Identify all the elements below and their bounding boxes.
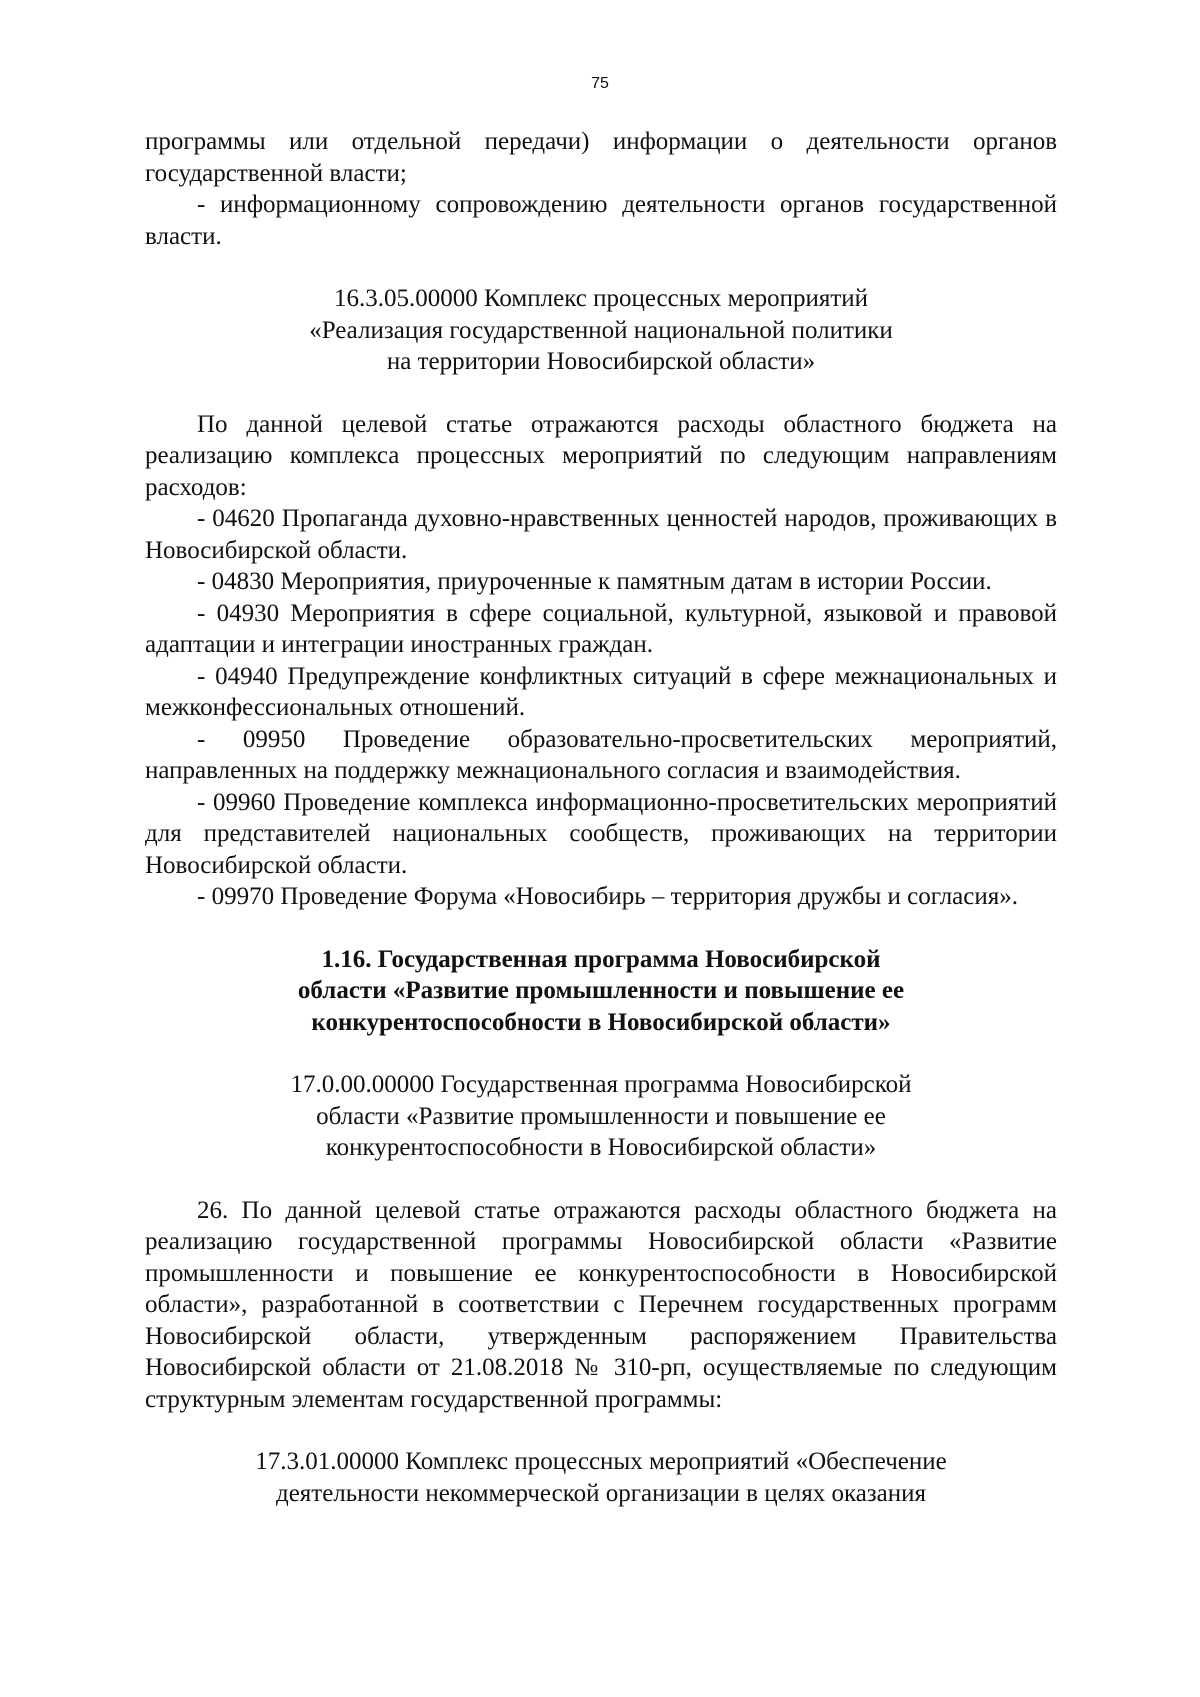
- page-number: 75: [591, 75, 609, 92]
- subsection-heading: [145, 1069, 1057, 1164]
- spacer: [145, 378, 1057, 409]
- heading-line: «Реализация государственной национальной политики: [309, 316, 893, 344]
- spacer: [145, 1038, 1057, 1069]
- paragraph: - 04830 Мероприятия, приуроченные к памятным датам в истории России.: [197, 568, 992, 595]
- heading-line: деятельности некоммерческой организации в целях оказания: [275, 1479, 927, 1507]
- paragraph: По данной целевой статье отражаются расходы областного бюджета на реализацию комплекса процессных мероприятий по следующим направлениям расходов:: [145, 410, 1057, 501]
- heading-line: конкурентоспособности в Новосибирской области»: [311, 1008, 891, 1036]
- subsection-heading: [145, 283, 1057, 378]
- document-body: [145, 126, 1057, 1509]
- spacer: [145, 1415, 1057, 1446]
- heading-line: области «Развитие промышленности и повышение ее: [297, 977, 905, 1004]
- paragraph: - 09950 Проведение образовательно-просветительских мероприятий, направленных на поддержку межнационального согласия и взаимодействия.: [145, 725, 1057, 784]
- heading-line: 16.3.05.00000 Комплекс процессных мероприятий: [333, 285, 869, 312]
- heading-line: 17.3.01.00000 Комплекс процессных мероприятий «Обеспечение: [255, 1448, 947, 1475]
- spacer: [145, 252, 1057, 283]
- heading-line: 17.0.00.00000 Государственная программа Новосибирской: [290, 1071, 912, 1098]
- heading-line: на территории Новосибирской области»: [386, 348, 816, 375]
- paragraph: - 04930 Мероприятия в сфере социальной, культурной, языковой и правовой адаптации и интеграции иностранных граждан.: [145, 599, 1057, 658]
- heading-line: конкурентоспособности в Новосибирской области»: [325, 1134, 877, 1161]
- spacer: [145, 1164, 1057, 1195]
- paragraph: - 09960 Проведение комплекса информационно-просветительских мероприятий для представителей национальных сообществ, проживающих на территории Новосибирской области.: [145, 788, 1057, 879]
- paragraph: - 09970 Проведение Форума «Новосибирь – территория дружбы и согласия».: [197, 883, 1018, 910]
- paragraph: 26. По данной целевой статье отражаются расходы областного бюджета на реализацию государственной программы Новосибирской области «Развитие промышленности и повышение ее конкурентоспособности в Новосибирской области», разработанной в соответствии с Перечнем государственных программ Новосибирской области, утвержденным распоряжением Правительства Новосибирской области от 21.08.2018 № 310-рп, осуществляемые по следующим структурным элементам государственной программы:: [145, 1196, 1057, 1413]
- heading-line: области «Развитие промышленности и повышение ее: [316, 1102, 886, 1130]
- paragraph: - 04620 Пропаганда духовно-нравственных ценностей народов, проживающих в Новосибирской области.: [145, 505, 1057, 564]
- paragraph: - 04940 Предупреждение конфликтных ситуаций в сфере межнациональных и межконфессиональных отношений.: [145, 662, 1057, 721]
- heading-line: 1.16. Государственная программа Новосибирской: [321, 945, 881, 973]
- spacer: [145, 913, 1057, 944]
- paragraph: - информационному сопровождению деятельности органов государственной власти.: [145, 191, 1057, 250]
- subsection-heading: [145, 1446, 1057, 1509]
- paragraph: программы или отдельной передачи) информации о деятельности органов государственной власти;: [145, 128, 1057, 187]
- section-heading: [145, 944, 1057, 1039]
